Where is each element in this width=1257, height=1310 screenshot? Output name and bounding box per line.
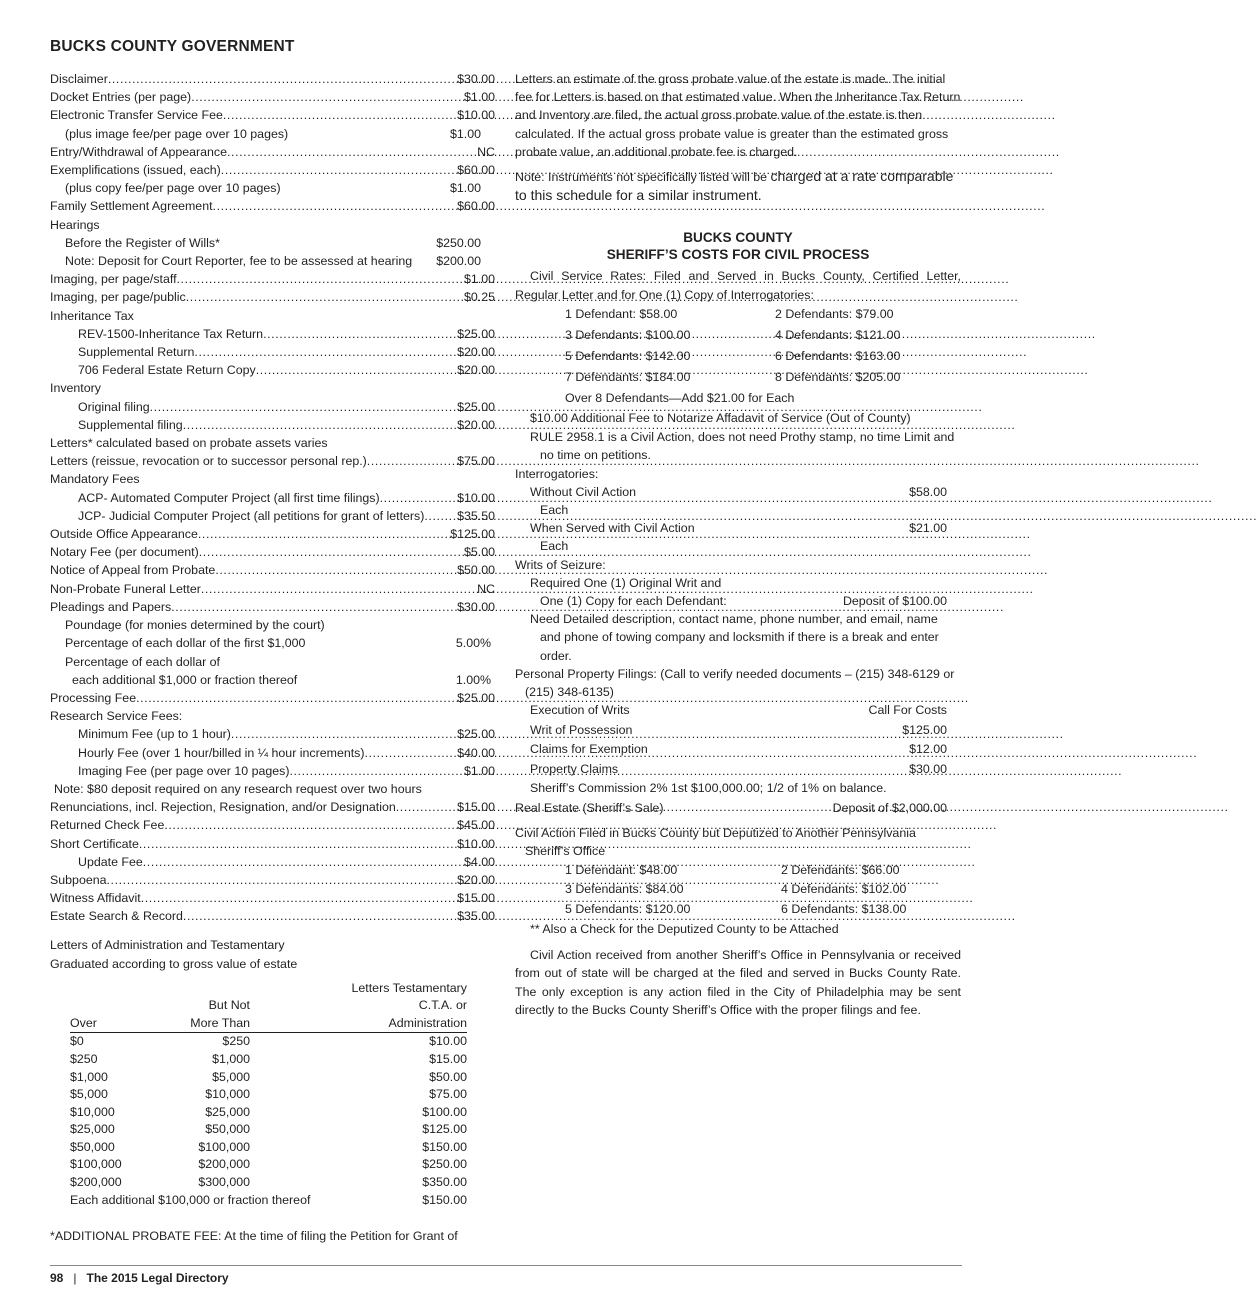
- probate-header-row-3: Over More Than Administration: [70, 1015, 467, 1033]
- defendant-rate: 1 Defendant: $58.00: [565, 307, 678, 322]
- defendant-rate: 6 Defendants: $163.00: [775, 349, 901, 364]
- fee-row-rev1500: REV-1500-Inheritance Tax Return ..... $25.00: [50, 325, 495, 343]
- probate-subtitle: Graduated according to gross value of estate: [50, 956, 298, 971]
- need-detailed-description: Need Detailed description, contact name, phone number, and email, name and phone of towing company and locksmith if there is a break and enter order.: [530, 612, 939, 663]
- deputized-check-note: ** Also a Check for the Deputized County to be Attached: [530, 922, 839, 937]
- fee-row-returned-check: Returned Check Fee ..... $45.00: [50, 816, 495, 834]
- fee-row-renunciations: Renunciations, incl. Rejection, Resignation, and/or Designation ..... $15.00: [50, 798, 495, 816]
- probate-header-row-2: But Not C.T.A. or: [208, 998, 467, 1013]
- deputized-defendant-rates-grid: [515, 861, 961, 920]
- probate-fee-table: [70, 980, 467, 1192]
- probate-table-cell: $0: [70, 1034, 84, 1049]
- probate-section: [50, 936, 495, 1246]
- writ-of-possession: Writ of Possession $125.00: [530, 722, 947, 737]
- fee-row-inventory-supplemental: Supplemental filing ..... $20.00: [50, 416, 495, 434]
- when-served-civil-action: When Served with Civil Action $21.00: [530, 521, 947, 536]
- probate-table-cell: $350.00: [422, 1175, 467, 1190]
- defendant-rate: 2 Defendants: $79.00: [775, 307, 894, 322]
- defendant-rate: 5 Defendants: $142.00: [565, 349, 691, 364]
- probate-table-cell: $50,000: [205, 1122, 250, 1137]
- execution-of-writs: Execution of Writs Call For Costs: [530, 703, 947, 718]
- section-heading-hearings: Hearings: [50, 217, 100, 232]
- fee-schedule-column: [50, 70, 495, 1245]
- footer-divider: [50, 1265, 962, 1266]
- percent-each-heading: Percentage of each dollar of: [65, 654, 220, 669]
- fee-row-family-settlement: Family Settlement Agreement ..... $60.00: [50, 197, 495, 215]
- probate-table-cell: $250.00: [422, 1157, 467, 1172]
- probate-table-cell: $125.00: [422, 1122, 467, 1137]
- probate-table-row: [70, 1069, 467, 1087]
- probate-table-cell: $250: [222, 1034, 250, 1049]
- deputized-defendant-rate: 4 Defendants: $102.00: [781, 882, 907, 897]
- one-copy-per-defendant: One (1) Copy for each Defendant: Deposit of $100.00: [540, 594, 947, 609]
- probate-table-cell: $1,000: [212, 1051, 250, 1066]
- notarize-fee: $10.00 Additional Fee to Notarize Affadavit of Service (Out of County): [530, 411, 911, 426]
- fee-row-processing: Processing Fee ..... $25.00: [50, 689, 495, 707]
- fee-row-supplemental-return: Supplemental Return ..... $20.00: [50, 343, 495, 361]
- fee-row-funeral-letter: Non-Probate Funeral Letter ..... NC: [50, 580, 495, 598]
- letters-calculated-note: Letters* calculated based on probate assets varies: [50, 436, 328, 451]
- probate-table-cell: $100,000: [198, 1139, 250, 1154]
- deputized-civil-action: Civil Action Filed in Bucks County but Deputized to Another Pennsylvania Sheriff’s Office: [515, 826, 916, 859]
- defendant-rates-grid: [515, 304, 961, 388]
- probate-table-row: [70, 1051, 467, 1069]
- fee-row-hearings-note: Note: Deposit for Court Reporter, fee to be assessed at hearing $200.00: [65, 254, 481, 269]
- section-heading-inheritance: Inheritance Tax: [50, 308, 134, 323]
- real-estate-sheriff-sale: Real Estate (Sheriff’s Sale) Deposit of $2,000.00: [515, 800, 947, 815]
- fee-row-acp: ACP- Automated Computer Project (all first time filings) ..... $10.00: [50, 489, 495, 507]
- fee-row-exemplifications-note: (plus copy fee/per page over 10 pages) $1.00: [65, 181, 481, 196]
- deputized-defendant-rate: 1 Defendant: $48.00: [565, 862, 678, 877]
- fee-row-letters-reissue: Letters (reissue, revocation or to successor personal rep.) ..... $75.00: [50, 452, 495, 470]
- section-heading-mandatory: Mandatory Fees: [50, 472, 140, 487]
- research-deposit-note: Note: $80 deposit required on any research request over two hours: [54, 781, 422, 796]
- probate-table-row: [70, 1104, 467, 1122]
- fee-row-jcp: JCP- Judicial Computer Project (all petitions for grant of letters) ..... $35.50: [50, 507, 495, 525]
- fee-row-estate-search: Estate Search & Record ..... $35.00: [50, 907, 495, 925]
- fee-row-percent-first: Percentage of each dollar of the first $1,000 5.00%: [65, 636, 491, 651]
- civil-service-rates: Civil Service Rates: Filed and Served in Bucks County, Certified Letter, Regular Letter and for One (1) Copy of Interrogatories:: [515, 269, 961, 302]
- fee-row-update: Update Fee ..... $4.00: [50, 853, 495, 871]
- probate-table-cell: $25,000: [205, 1104, 250, 1119]
- fee-row-disclaimer: Disclaimer ..... $30.00: [50, 70, 495, 88]
- fee-row-etransfer: Electronic Transfer Service Fee ..... $10.00: [50, 106, 495, 124]
- each-label: Each: [540, 539, 569, 554]
- out-of-office-civil-action: Civil Action received from another Sheriff’s Office in Pennsylvania or received from out of state will be charged at the filed and served in Bucks County Rate. The only exception is any action filed in the City of Philadelphia may be sent directly to the Bucks County Sheriff’s Office with the proper filings and fee.: [515, 948, 961, 1017]
- fee-row-percent-additional: each additional $1,000 or fraction thereof 1.00%: [72, 672, 491, 687]
- fee-row-witness: Witness Affidavit ..... $15.00: [50, 889, 495, 907]
- probate-table-cell: $10.00: [429, 1034, 467, 1049]
- fee-row-research-imaging: Imaging Fee (per page over 10 pages) ..... $1.00: [50, 762, 495, 780]
- deputized-defendant-rate: 6 Defendants: $138.00: [781, 901, 907, 916]
- over-8-defendants: Over 8 Defendants—Add $21.00 for Each: [565, 391, 795, 406]
- probate-table-row: [70, 1139, 467, 1157]
- probate-table-cell: $5,000: [70, 1087, 108, 1102]
- section-heading-research: Research Service Fees:: [50, 709, 183, 724]
- probate-table-cell: $200,000: [198, 1157, 250, 1172]
- defendant-rate: 4 Defendants: $121.00: [775, 328, 901, 343]
- fee-row-subpoena: Subpoena ..... $20.00: [50, 871, 495, 889]
- probate-table-row: [70, 1121, 467, 1139]
- fee-row-short-certificate: Short Certificate ..... $10.00: [50, 835, 495, 853]
- probate-each-additional: Each additional $100,000 or fraction thereof $150.00: [70, 1192, 467, 1207]
- instruments-note: Note: Instruments not specifically listed will be charged at a rate comparable to this schedule for a similar instrument.: [515, 168, 954, 204]
- fee-row-706-federal: 706 Federal Estate Return Copy ..... $20.00: [50, 361, 495, 379]
- probate-table-cell: $10,000: [70, 1104, 115, 1119]
- probate-continuation-paragraph: Letters an estimate of the gross probate value of the estate is made. The initial fee for Letters is based on that estimated value. When the Inheritance Tax Return and Inventory are filed, the actual gross probate value of the estate is then calculated. If the actual gross probate value is greater than the estimated gross probate value, an additional probate fee is charged.: [515, 72, 961, 159]
- page-footer: [50, 1271, 229, 1285]
- page-number: 98: [50, 1271, 64, 1285]
- probate-table-cell: $100,000: [70, 1157, 122, 1172]
- deputized-defendant-rate: 2 Defendants: $66.00: [781, 862, 900, 877]
- fee-row-appearance: Entry/Withdrawal of Appearance ..... NC: [50, 143, 495, 161]
- required-writ: Required One (1) Original Writ and: [530, 575, 722, 590]
- fee-row-notary: Notary Fee (per document) ..... $5.00: [50, 543, 495, 561]
- personal-property-filings: Personal Property Filings: (Call to verify needed documents – (215) 348-6129 or (215) 348-6135): [515, 666, 955, 700]
- without-civil-action: Without Civil Action $58.00: [530, 484, 947, 499]
- page-title: BUCKS COUNTY GOVERNMENT: [50, 38, 295, 55]
- probate-table-cell: $25,000: [70, 1122, 115, 1137]
- each-label: Each: [540, 503, 569, 518]
- claims-for-exemption: Claims for Exemption $12.00: [530, 742, 947, 757]
- footer-separator: |: [73, 1271, 77, 1285]
- probate-table-cell: $10,000: [205, 1087, 250, 1102]
- fee-row-research-minimum: Minimum Fee (up to 1 hour) ..... $25.00: [50, 725, 495, 743]
- rule-2958: RULE 2958.1 is a Civil Action, does not need Prothy stamp, no time Limit and no time on petitions.: [530, 430, 955, 463]
- probate-table-cell: $75.00: [429, 1087, 467, 1102]
- writs-heading: Writs of Seizure:: [515, 557, 606, 572]
- sheriff-commission: Sheriff’s Commission 2% 1st $100,000.00; 1/2 of 1% on balance.: [530, 781, 887, 796]
- probate-table-cell: $100.00: [422, 1104, 467, 1119]
- fee-row-research-hourly: Hourly Fee (over 1 hour/billed in ¼ hour increments) ..... $40.00: [50, 744, 495, 762]
- probate-table-cell: $150.00: [422, 1139, 467, 1154]
- defendant-rate: 3 Defendants: $100.00: [565, 328, 691, 343]
- deputized-defendant-rate: 5 Defendants: $120.00: [565, 901, 691, 916]
- defendant-rate: 8 Defendants: $205.00: [775, 370, 901, 385]
- probate-table-cell: $300,000: [198, 1175, 250, 1190]
- publication-name: The 2015 Legal Directory: [86, 1271, 229, 1285]
- property-claims: Property Claims $30.00: [530, 761, 947, 776]
- probate-table-row: [70, 1156, 467, 1174]
- probate-table-cell: $250: [70, 1051, 98, 1066]
- fee-row-etransfer-note: (plus image fee/per page over 10 pages) $1.00: [65, 126, 481, 141]
- section-heading-inventory: Inventory: [50, 381, 101, 396]
- fee-row-hearings-register: Before the Register of Wills* $250.00: [65, 235, 481, 250]
- fee-row-outside-office: Outside Office Appearance ..... $125.00: [50, 525, 495, 543]
- deputized-defendant-rate: 3 Defendants: $84.00: [565, 882, 684, 897]
- probate-table-cell: $5,000: [212, 1069, 250, 1084]
- fee-row-exemplifications: Exemplifications (issued, each) ..... $60.00: [50, 161, 495, 179]
- additional-probate-footnote: *ADDITIONAL PROBATE FEE: At the time of filing the Petition for Grant of: [50, 1229, 458, 1244]
- fee-row-imaging-staff: Imaging, per page/staff ..... $1.00: [50, 270, 495, 288]
- probate-table-cell: $50.00: [429, 1069, 467, 1084]
- sheriff-section-title: BUCKS COUNTY SHERIFF’S COSTS FOR CIVIL PROCESS: [606, 230, 870, 263]
- fee-row-imaging-public: Imaging, per page/public ..... $0.25: [50, 288, 495, 306]
- interrogatories-heading: Interrogatories:: [515, 466, 599, 481]
- probate-table-cell: $50,000: [70, 1139, 115, 1154]
- defendant-rate: 7 Defendants: $184.00: [565, 370, 691, 385]
- right-column: [515, 70, 961, 1019]
- probate-table-cell: $200,000: [70, 1175, 122, 1190]
- probate-header-row-1: Letters Testamentary: [351, 980, 467, 995]
- probate-title: Letters of Administration and Testamentary: [50, 937, 285, 952]
- probate-table-cell: $15.00: [429, 1051, 467, 1066]
- fee-row-inventory-original: Original filing ..... $25.00: [50, 398, 495, 416]
- probate-table-row: [70, 1174, 467, 1192]
- probate-table-row: [70, 1086, 467, 1104]
- fee-row-docket: Docket Entries (per page) ..... $1.00: [50, 88, 495, 106]
- fee-row-pleadings: Pleadings and Papers ..... $30.00: [50, 598, 495, 616]
- fee-row-appeal: Notice of Appeal from Probate ..... $50.00: [50, 561, 495, 579]
- probate-table-cell: $1,000: [70, 1069, 108, 1084]
- probate-table-row: [70, 1033, 467, 1051]
- poundage-heading: Poundage (for monies determined by the court): [65, 618, 325, 633]
